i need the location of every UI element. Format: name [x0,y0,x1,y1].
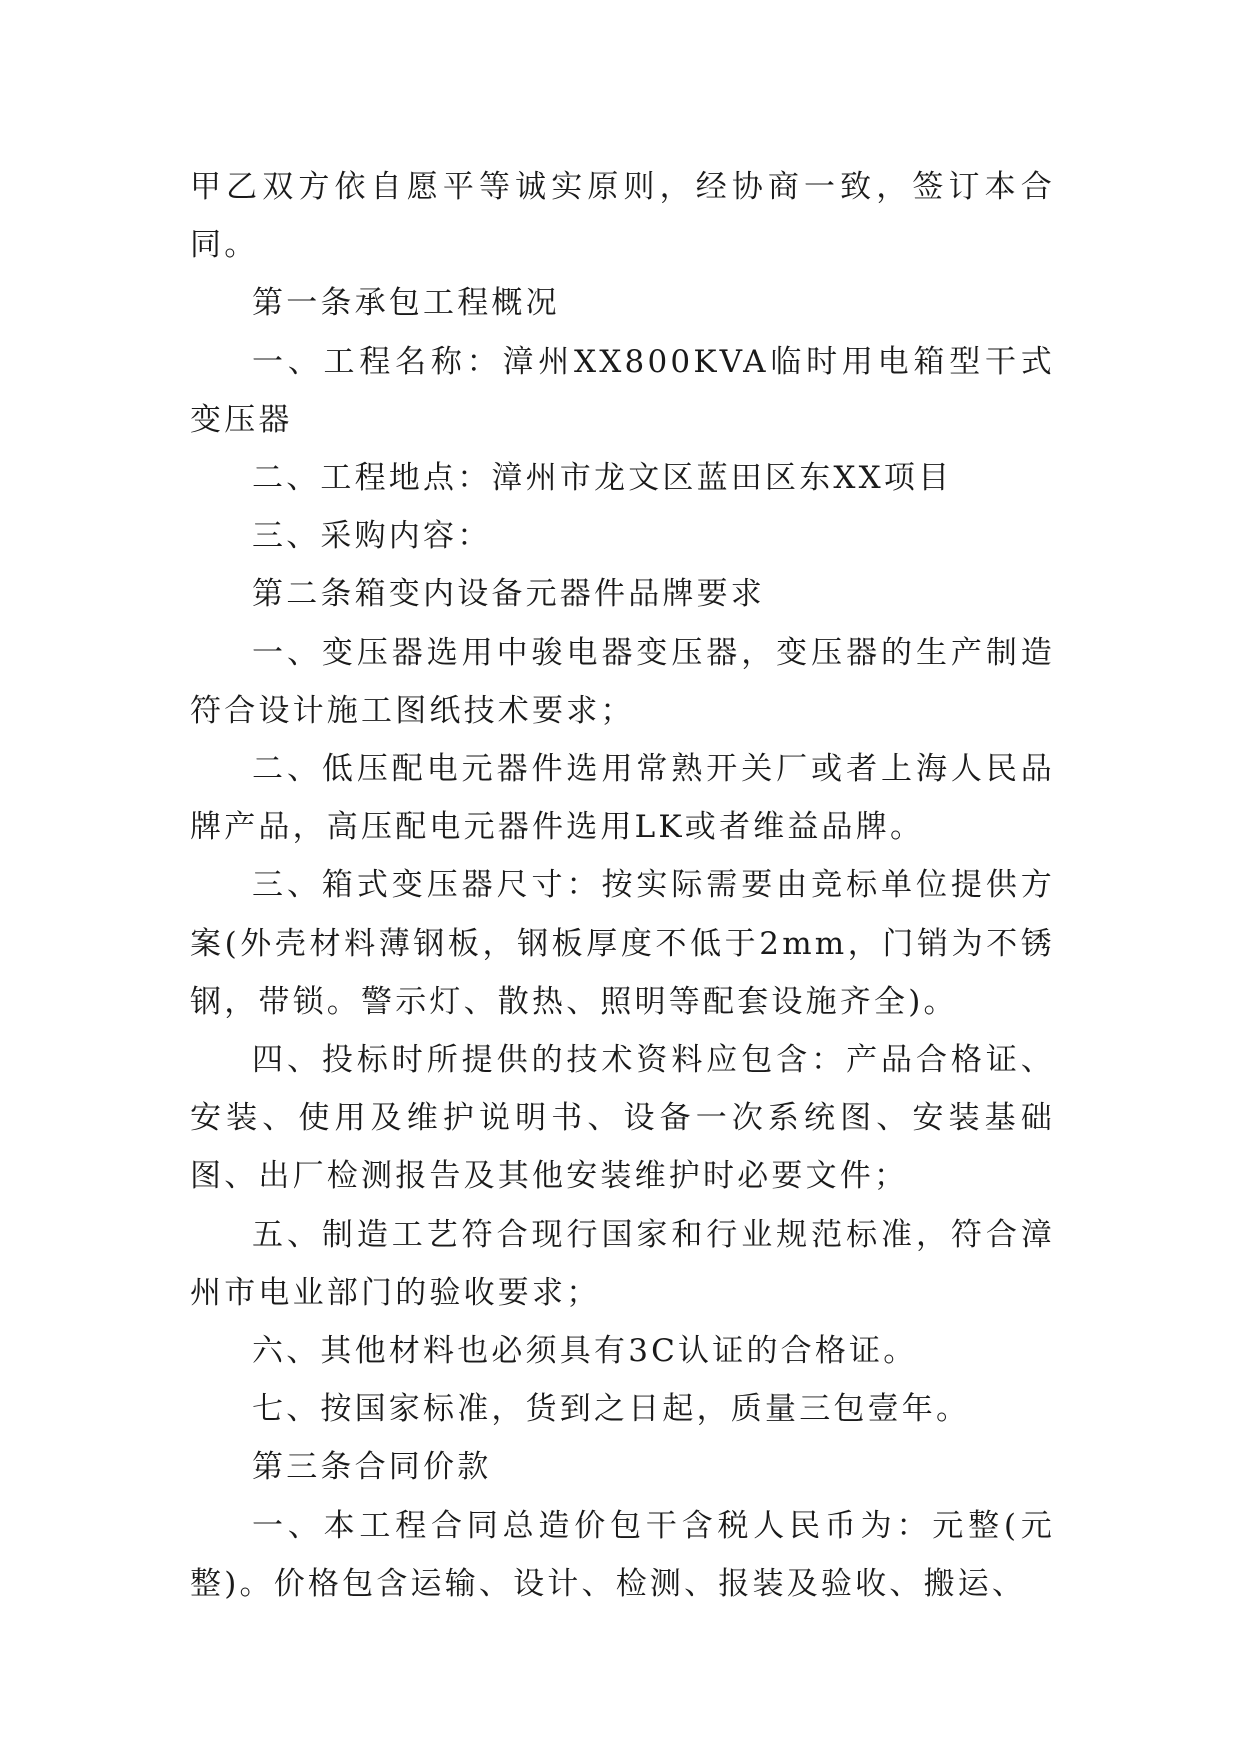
contract-body [190,158,1055,1613]
heading-article-3: 第三条合同价款 [252,1449,492,1486]
paragraph-3c-certification: 六、其他材料也必须具有3C认证的合格证。 [252,1333,918,1370]
paragraph-procurement-content: 三、采购内容： [252,518,492,555]
paragraph-box-size: 三、箱式变压器尺寸：按实际需要由竞标单位提供方案(外壳材料薄钢板，钢板厚度不低于2mm，门销为不锈钢，带锁。警示灯、散热、照明等配套设施齐全)。 [190,867,1055,1020]
heading-article-2: 第二条箱变内设备元器件品牌要求 [252,576,765,613]
paragraph-contract-price: 一、本工程合同总造价包干含税人民币为：元整(元整)。价格包含运输、设计、检测、报装及验收、搬运、 [190,1507,1055,1602]
paragraph-project-name: 一、工程名称：漳州XX800KVA临时用电箱型干式变压器 [190,343,1055,438]
paragraph-low-voltage-brand: 二、低压配电元器件选用常熟开关厂或者上海人民品牌产品，高压配电元器件选用LK或者维益品牌。 [190,751,1055,846]
paragraph-manufacturing-standard: 五、制造工艺符合现行国家和行业规范标准，符合漳州市电业部门的验收要求； [190,1216,1055,1311]
paragraph-technical-documents: 四、投标时所提供的技术资料应包含：产品合格证、安装、使用及维护说明书、设备一次系统图、安装基础图、出厂检测报告及其他安装维护时必要文件； [190,1042,1055,1195]
paragraph-transformer-brand: 一、变压器选用中骏电器变压器，变压器的生产制造符合设计施工图纸技术要求； [190,634,1055,729]
heading-article-1: 第一条承包工程概况 [252,285,560,322]
paragraph-project-location: 二、工程地点：漳州市龙文区蓝田区东XX项目 [252,460,953,497]
paragraph-intro: 甲乙双方依自愿平等诚实原则，经协商一致，签订本合同。 [190,169,1055,264]
paragraph-warranty: 七、按国家标准，货到之日起，质量三包壹年。 [252,1391,971,1428]
